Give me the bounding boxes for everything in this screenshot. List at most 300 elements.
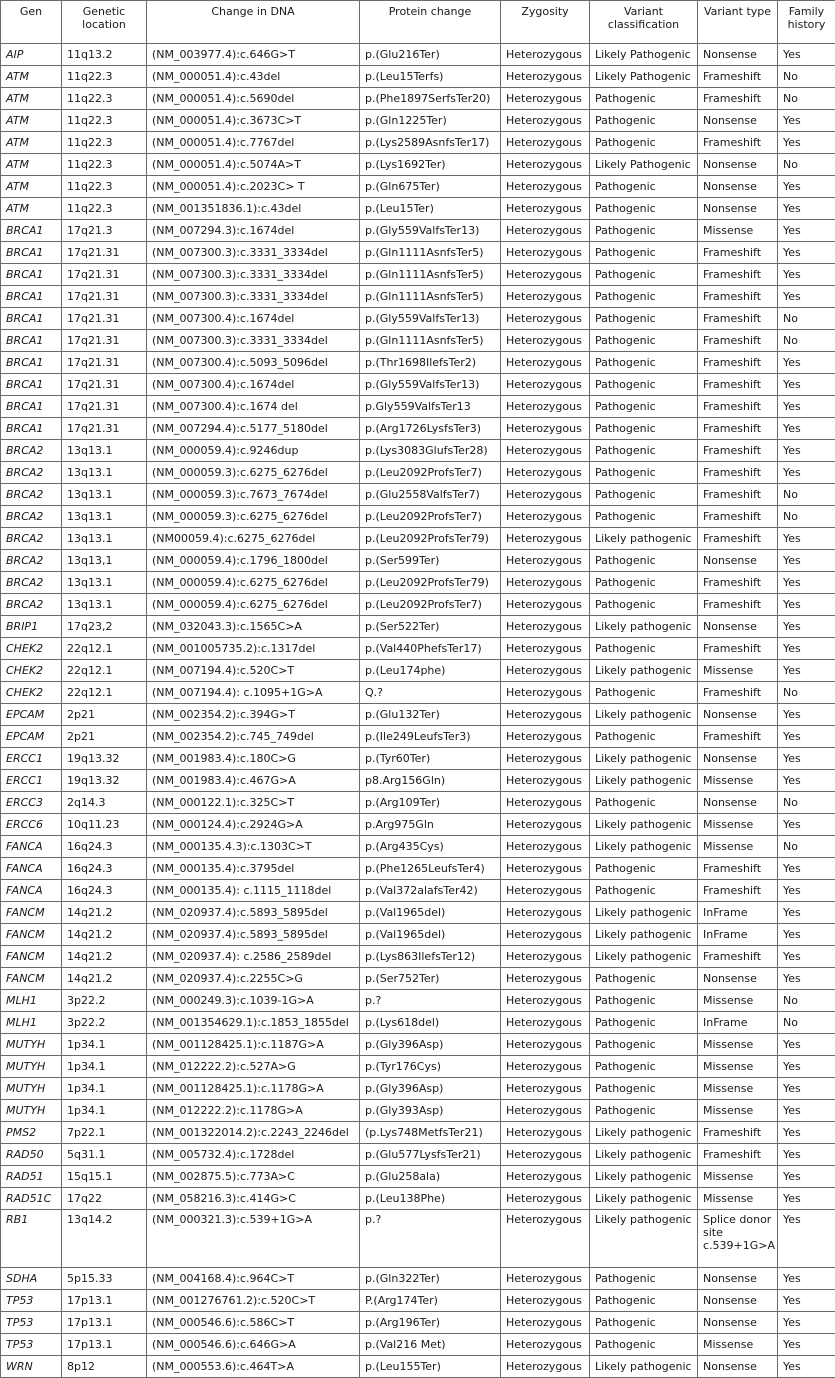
cell-gene: BRCA2 [1,462,62,484]
cell-genetic-location: 16q24.3 [62,858,147,880]
cell-family-history: Yes [778,462,835,484]
cell-change-in-dna: (NM_001983.4):c.467G>A [147,770,360,792]
cell-protein-change: p.(Gln1111AsnfsTer5) [360,286,501,308]
cell-variant-type: Nonsense [698,968,778,990]
cell-genetic-location: 13q14.2 [62,1210,147,1268]
cell-zygosity: Heterozygous [501,418,590,440]
cell-variant-classification: Pathogenic [590,132,698,154]
cell-family-history: Yes [778,1334,835,1356]
cell-gene: BRCA2 [1,550,62,572]
cell-zygosity: Heterozygous [501,968,590,990]
table-row [1,1034,835,1056]
cell-variant-type: Nonsense [698,110,778,132]
cell-change-in-dna: (NM_004168.4):c.964C>T [147,1268,360,1290]
cell-variant-classification: Pathogenic [590,638,698,660]
cell-variant-type: Frameshift [698,682,778,704]
cell-gene: FANCM [1,946,62,968]
table-row [1,814,835,836]
cell-variant-type: Nonsense [698,792,778,814]
cell-change-in-dna: (NM_007194.4): c.1095+1G>A [147,682,360,704]
table-row [1,440,835,462]
table-row [1,902,835,924]
cell-variant-classification: Likely pathogenic [590,1210,698,1268]
cell-zygosity: Heterozygous [501,484,590,506]
cell-zygosity: Heterozygous [501,264,590,286]
cell-variant-type: Nonsense [698,1268,778,1290]
table-row [1,374,835,396]
cell-change-in-dna: (NM_020937.4):c.5893_5895del [147,902,360,924]
cell-protein-change: p.(Leu2092ProfsTer7) [360,506,501,528]
cell-zygosity: Heterozygous [501,572,590,594]
cell-change-in-dna: (NM_000059.4):c.6275_6276del [147,594,360,616]
cell-genetic-location: 17q21.31 [62,374,147,396]
cell-change-in-dna: (NM_007300.3):c.3331_3334del [147,264,360,286]
cell-change-in-dna: (NM_000546.6):c.646G>A [147,1334,360,1356]
cell-protein-change: p.(Gln1225Ter) [360,110,501,132]
cell-variant-type: InFrame [698,924,778,946]
table-row [1,330,835,352]
cell-family-history: Yes [778,1056,835,1078]
cell-change-in-dna: (NM_000059.3):c.7673_7674del [147,484,360,506]
table-row [1,1356,835,1378]
cell-protein-change: p.Arg975Gln [360,814,501,836]
table-row [1,88,835,110]
cell-zygosity: Heterozygous [501,1034,590,1056]
cell-variant-type: Frameshift [698,726,778,748]
cell-zygosity: Heterozygous [501,726,590,748]
cell-zygosity: Heterozygous [501,924,590,946]
cell-protein-change: p.(Gly396Asp) [360,1034,501,1056]
table-row [1,572,835,594]
cell-change-in-dna: (NM_058216.3):c.414G>C [147,1188,360,1210]
cell-protein-change: p.(Lys3083GlufsTer28) [360,440,501,462]
cell-zygosity: Heterozygous [501,242,590,264]
cell-variant-classification: Pathogenic [590,110,698,132]
cell-zygosity: Heterozygous [501,220,590,242]
cell-family-history: Yes [778,198,835,220]
cell-change-in-dna: (NM_000122.1):c.325C>T [147,792,360,814]
cell-change-in-dna: (NM_000059.4):c.1796_1800del [147,550,360,572]
header-row [1,1,835,44]
cell-gene: ATM [1,88,62,110]
cell-variant-classification: Pathogenic [590,484,698,506]
cell-variant-type: InFrame [698,902,778,924]
cell-protein-change: p.(Leu2092ProfsTer79) [360,572,501,594]
cell-variant-classification: Likely Pathogenic [590,154,698,176]
cell-protein-change: p.(Gly396Asp) [360,1078,501,1100]
cell-change-in-dna: (NM_020937.4):c.5893_5895del [147,924,360,946]
cell-variant-classification: Pathogenic [590,88,698,110]
table-row [1,990,835,1012]
cell-change-in-dna: (NM_020937.4): c.2586_2589del [147,946,360,968]
cell-variant-classification: Pathogenic [590,1312,698,1334]
cell-family-history: Yes [778,704,835,726]
cell-protein-change: p.(Leu174phe) [360,660,501,682]
cell-gene: BRCA1 [1,242,62,264]
cell-gene: ERCC1 [1,770,62,792]
cell-genetic-location: 11q22.3 [62,66,147,88]
cell-change-in-dna: (NM_012222.2):c.1178G>A [147,1100,360,1122]
cell-variant-type: Nonsense [698,748,778,770]
cell-change-in-dna: (NM_002354.2):c.394G>T [147,704,360,726]
table-row [1,352,835,374]
cell-genetic-location: 17q21.3 [62,220,147,242]
cell-change-in-dna: (NM_000051.4):c.5074A>T [147,154,360,176]
cell-genetic-location: 22q12.1 [62,660,147,682]
cell-gene: ATM [1,132,62,154]
cell-zygosity: Heterozygous [501,440,590,462]
cell-variant-classification: Likely pathogenic [590,946,698,968]
cell-change-in-dna: (NM_007300.4):c.1674del [147,308,360,330]
cell-protein-change: p.(Gly559ValfsTer13) [360,220,501,242]
cell-variant-classification: Likely pathogenic [590,1188,698,1210]
cell-gene: FANCA [1,880,62,902]
cell-variant-type: Missense [698,660,778,682]
cell-family-history: Yes [778,946,835,968]
cell-zygosity: Heterozygous [501,814,590,836]
cell-change-in-dna: (NM_000321.3):c.539+1G>A [147,1210,360,1268]
cell-zygosity: Heterozygous [501,528,590,550]
cell-family-history: Yes [778,1166,835,1188]
cell-zygosity: Heterozygous [501,836,590,858]
cell-zygosity: Heterozygous [501,1334,590,1356]
cell-genetic-location: 14q21.2 [62,902,147,924]
cell-family-history: Yes [778,374,835,396]
cell-variant-classification: Likely pathogenic [590,704,698,726]
cell-genetic-location: 14q21.2 [62,946,147,968]
table-row [1,44,835,66]
cell-family-history: Yes [778,1356,835,1378]
cell-zygosity: Heterozygous [501,880,590,902]
cell-genetic-location: 19q13.32 [62,748,147,770]
cell-zygosity: Heterozygous [501,858,590,880]
cell-variant-type: Missense [698,1334,778,1356]
cell-gene: CHEK2 [1,682,62,704]
cell-change-in-dna: (NM_007300.3):c.3331_3334del [147,330,360,352]
cell-protein-change: p.(Val372alafsTer42) [360,880,501,902]
cell-gene: SDHA [1,1268,62,1290]
table-row [1,462,835,484]
cell-change-in-dna: (NM_001005735.2):c.1317del [147,638,360,660]
table-row [1,1144,835,1166]
cell-change-in-dna: (NM_001128425.1):c.1187G>A [147,1034,360,1056]
table-row [1,638,835,660]
cell-variant-classification: Likely pathogenic [590,660,698,682]
cell-variant-classification: Pathogenic [590,968,698,990]
cell-change-in-dna: (NM_001354629.1):c.1853_1855del [147,1012,360,1034]
cell-genetic-location: 2p21 [62,704,147,726]
cell-gene: MUTYH [1,1078,62,1100]
cell-protein-change: p.(Ser522Ter) [360,616,501,638]
cell-variant-classification: Likely pathogenic [590,1356,698,1378]
cell-family-history: Yes [778,1268,835,1290]
cell-gene: CHEK2 [1,638,62,660]
cell-variant-classification: Pathogenic [590,880,698,902]
cell-variant-type: Splice donor site c.539+1G>A [698,1210,778,1268]
cell-family-history: No [778,1012,835,1034]
cell-genetic-location: 22q12.1 [62,682,147,704]
cell-protein-change: (p.Lys748MetfsTer21) [360,1122,501,1144]
header-protein-change: Protein change [360,1,501,44]
cell-genetic-location: 13q13.1 [62,440,147,462]
cell-family-history: Yes [778,132,835,154]
cell-genetic-location: 17q23,2 [62,616,147,638]
cell-protein-change: Q.? [360,682,501,704]
cell-variant-type: Nonsense [698,704,778,726]
cell-variant-classification: Likely pathogenic [590,748,698,770]
cell-gene: BRCA1 [1,264,62,286]
cell-protein-change: p.(Val440PhefsTer17) [360,638,501,660]
cell-variant-type: Frameshift [698,462,778,484]
cell-zygosity: Heterozygous [501,1210,590,1268]
cell-variant-type: Missense [698,814,778,836]
cell-zygosity: Heterozygous [501,308,590,330]
cell-gene: EPCAM [1,726,62,748]
cell-gene: BRCA1 [1,330,62,352]
cell-variant-type: Missense [698,1056,778,1078]
cell-family-history: No [778,506,835,528]
cell-variant-type: Frameshift [698,264,778,286]
cell-variant-type: Missense [698,770,778,792]
cell-zygosity: Heterozygous [501,374,590,396]
cell-family-history: Yes [778,858,835,880]
cell-change-in-dna: (NM_001276761.2):c.520C>T [147,1290,360,1312]
table-row [1,704,835,726]
cell-zygosity: Heterozygous [501,1144,590,1166]
header-variant-type: Variant type [698,1,778,44]
cell-gene: MLH1 [1,1012,62,1034]
cell-family-history: Yes [778,528,835,550]
cell-change-in-dna: (NM_000059.3):c.6275_6276del [147,462,360,484]
table-row [1,682,835,704]
cell-zygosity: Heterozygous [501,638,590,660]
cell-change-in-dna: (NM_001322014.2):c.2243_2246del [147,1122,360,1144]
cell-variant-classification: Pathogenic [590,374,698,396]
cell-genetic-location: 17q21.31 [62,396,147,418]
cell-family-history: Yes [778,770,835,792]
cell-genetic-location: 7p22.1 [62,1122,147,1144]
cell-variant-classification: Likely pathogenic [590,1122,698,1144]
cell-change-in-dna: (NM_000051.4):c.43del [147,66,360,88]
cell-variant-type: Frameshift [698,946,778,968]
cell-zygosity: Heterozygous [501,506,590,528]
table-row [1,396,835,418]
cell-gene: MUTYH [1,1034,62,1056]
cell-variant-classification: Pathogenic [590,396,698,418]
cell-zygosity: Heterozygous [501,88,590,110]
cell-gene: EPCAM [1,704,62,726]
cell-genetic-location: 5q31.1 [62,1144,147,1166]
cell-protein-change: p.(Tyr60Ter) [360,748,501,770]
cell-gene: ERCC3 [1,792,62,814]
cell-genetic-location: 13q13.1 [62,506,147,528]
cell-genetic-location: 11q13.2 [62,44,147,66]
cell-genetic-location: 11q22.3 [62,88,147,110]
cell-family-history: Yes [778,418,835,440]
cell-protein-change: p.(Leu15Terfs) [360,66,501,88]
cell-family-history: Yes [778,660,835,682]
cell-gene: RB1 [1,1210,62,1268]
cell-change-in-dna: (NM_000059.4):c.6275_6276del [147,572,360,594]
cell-change-in-dna: (NM_000051.4):c.5690del [147,88,360,110]
cell-protein-change: p.(Ile249LeufsTer3) [360,726,501,748]
cell-family-history: Yes [778,110,835,132]
cell-change-in-dna: (NM_000135.4): c.1115_1118del [147,880,360,902]
cell-variant-classification: Likely pathogenic [590,1144,698,1166]
cell-variant-classification: Pathogenic [590,1100,698,1122]
cell-genetic-location: 13q13.1 [62,594,147,616]
cell-genetic-location: 13q13.1 [62,484,147,506]
cell-variant-type: Nonsense [698,198,778,220]
cell-genetic-location: 10q11.23 [62,814,147,836]
cell-variant-type: Frameshift [698,352,778,374]
cell-family-history: Yes [778,880,835,902]
cell-gene: BRCA2 [1,440,62,462]
cell-variant-type: Missense [698,1078,778,1100]
cell-zygosity: Heterozygous [501,66,590,88]
cell-gene: PMS2 [1,1122,62,1144]
cell-family-history: Yes [778,1122,835,1144]
cell-genetic-location: 2p21 [62,726,147,748]
cell-protein-change: p8.Arg156Gln) [360,770,501,792]
cell-family-history: Yes [778,616,835,638]
cell-genetic-location: 2q14.3 [62,792,147,814]
cell-variant-classification: Pathogenic [590,418,698,440]
cell-protein-change: p.(Arg435Cys) [360,836,501,858]
cell-variant-classification: Pathogenic [590,506,698,528]
cell-protein-change: p.(Glu2558ValfsTer7) [360,484,501,506]
table-row [1,616,835,638]
cell-change-in-dna: (NM_032043.3):c.1565C>A [147,616,360,638]
cell-protein-change: p.(Phe1897SerfsTer20) [360,88,501,110]
cell-variant-classification: Pathogenic [590,550,698,572]
cell-protein-change: p.(Gln675Ter) [360,176,501,198]
cell-variant-type: Nonsense [698,1312,778,1334]
cell-genetic-location: 3p22.2 [62,1012,147,1034]
table-row [1,1078,835,1100]
cell-gene: BRCA1 [1,220,62,242]
cell-gene: TP53 [1,1312,62,1334]
cell-variant-type: Frameshift [698,330,778,352]
cell-gene: RAD51 [1,1166,62,1188]
cell-change-in-dna: (NM_007300.3):c.3331_3334del [147,242,360,264]
table-row [1,1122,835,1144]
cell-family-history: No [778,154,835,176]
cell-zygosity: Heterozygous [501,594,590,616]
cell-zygosity: Heterozygous [501,946,590,968]
cell-change-in-dna: (NM_000249.3):c.1039-1G>A [147,990,360,1012]
cell-protein-change: p.(Val1965del) [360,902,501,924]
cell-variant-classification: Pathogenic [590,990,698,1012]
cell-gene: BRCA1 [1,418,62,440]
cell-change-in-dna: (NM_001351836.1):c.43del [147,198,360,220]
cell-gene: CHEK2 [1,660,62,682]
cell-protein-change: p.(Gly559ValfsTer13) [360,308,501,330]
cell-zygosity: Heterozygous [501,682,590,704]
table-row [1,308,835,330]
cell-zygosity: Heterozygous [501,704,590,726]
cell-variant-classification: Pathogenic [590,858,698,880]
cell-protein-change: p.(Gly393Asp) [360,1100,501,1122]
cell-variant-type: Frameshift [698,528,778,550]
cell-variant-type: Nonsense [698,44,778,66]
cell-gene: BRCA2 [1,528,62,550]
cell-gene: BRCA1 [1,374,62,396]
cell-family-history: Yes [778,638,835,660]
cell-genetic-location: 17q21.31 [62,264,147,286]
cell-variant-classification: Likely pathogenic [590,814,698,836]
cell-variant-classification: Pathogenic [590,1034,698,1056]
cell-gene: FANCM [1,924,62,946]
cell-change-in-dna: (NM_000546.6):c.586C>T [147,1312,360,1334]
cell-protein-change: p.Gly559ValfsTer13 [360,396,501,418]
cell-variant-type: Frameshift [698,1122,778,1144]
cell-gene: FANCM [1,902,62,924]
cell-family-history: Yes [778,1144,835,1166]
header-variant-classification: Variant classification [590,1,698,44]
cell-gene: MLH1 [1,990,62,1012]
cell-protein-change: P.(Arg174Ter) [360,1290,501,1312]
cell-gene: ATM [1,110,62,132]
cell-protein-change: p.(Arg196Ter) [360,1312,501,1334]
cell-gene: BRCA2 [1,506,62,528]
cell-gene: ATM [1,198,62,220]
cell-family-history: No [778,484,835,506]
cell-variant-classification: Pathogenic [590,286,698,308]
cell-variant-type: Missense [698,220,778,242]
cell-genetic-location: 19q13.32 [62,770,147,792]
header-zygosity: Zygosity [501,1,590,44]
cell-genetic-location: 11q22.3 [62,154,147,176]
table-row [1,748,835,770]
table-row [1,198,835,220]
header-family-history: Family history [778,1,835,44]
cell-variant-type: Frameshift [698,1144,778,1166]
table-row [1,1312,835,1334]
cell-family-history: Yes [778,1210,835,1268]
cell-change-in-dna: (NM_002875.5):c.773A>C [147,1166,360,1188]
cell-protein-change: p.(Arg109Ter) [360,792,501,814]
cell-variant-classification: Pathogenic [590,352,698,374]
cell-variant-type: Frameshift [698,506,778,528]
cell-variant-classification: Pathogenic [590,1334,698,1356]
cell-protein-change: p.(Ser752Ter) [360,968,501,990]
cell-zygosity: Heterozygous [501,176,590,198]
cell-variant-classification: Likely pathogenic [590,528,698,550]
cell-change-in-dna: (NM_007300.4):c.5093_5096del [147,352,360,374]
cell-zygosity: Heterozygous [501,550,590,572]
cell-zygosity: Heterozygous [501,1078,590,1100]
cell-variant-classification: Likely pathogenic [590,770,698,792]
cell-protein-change: p.(Glu577LysfsTer21) [360,1144,501,1166]
cell-variant-classification: Pathogenic [590,726,698,748]
cell-protein-change: p.(Glu132Ter) [360,704,501,726]
table-row [1,660,835,682]
cell-zygosity: Heterozygous [501,110,590,132]
cell-protein-change: p.(Lys863IlefsTer12) [360,946,501,968]
cell-family-history: No [778,330,835,352]
cell-genetic-location: 13q13.1 [62,528,147,550]
cell-zygosity: Heterozygous [501,462,590,484]
cell-variant-classification: Pathogenic [590,792,698,814]
cell-variant-classification: Pathogenic [590,264,698,286]
cell-family-history: Yes [778,352,835,374]
cell-zygosity: Heterozygous [501,660,590,682]
cell-zygosity: Heterozygous [501,132,590,154]
cell-variant-classification: Likely pathogenic [590,836,698,858]
cell-variant-type: Missense [698,1166,778,1188]
cell-gene: BRCA2 [1,484,62,506]
